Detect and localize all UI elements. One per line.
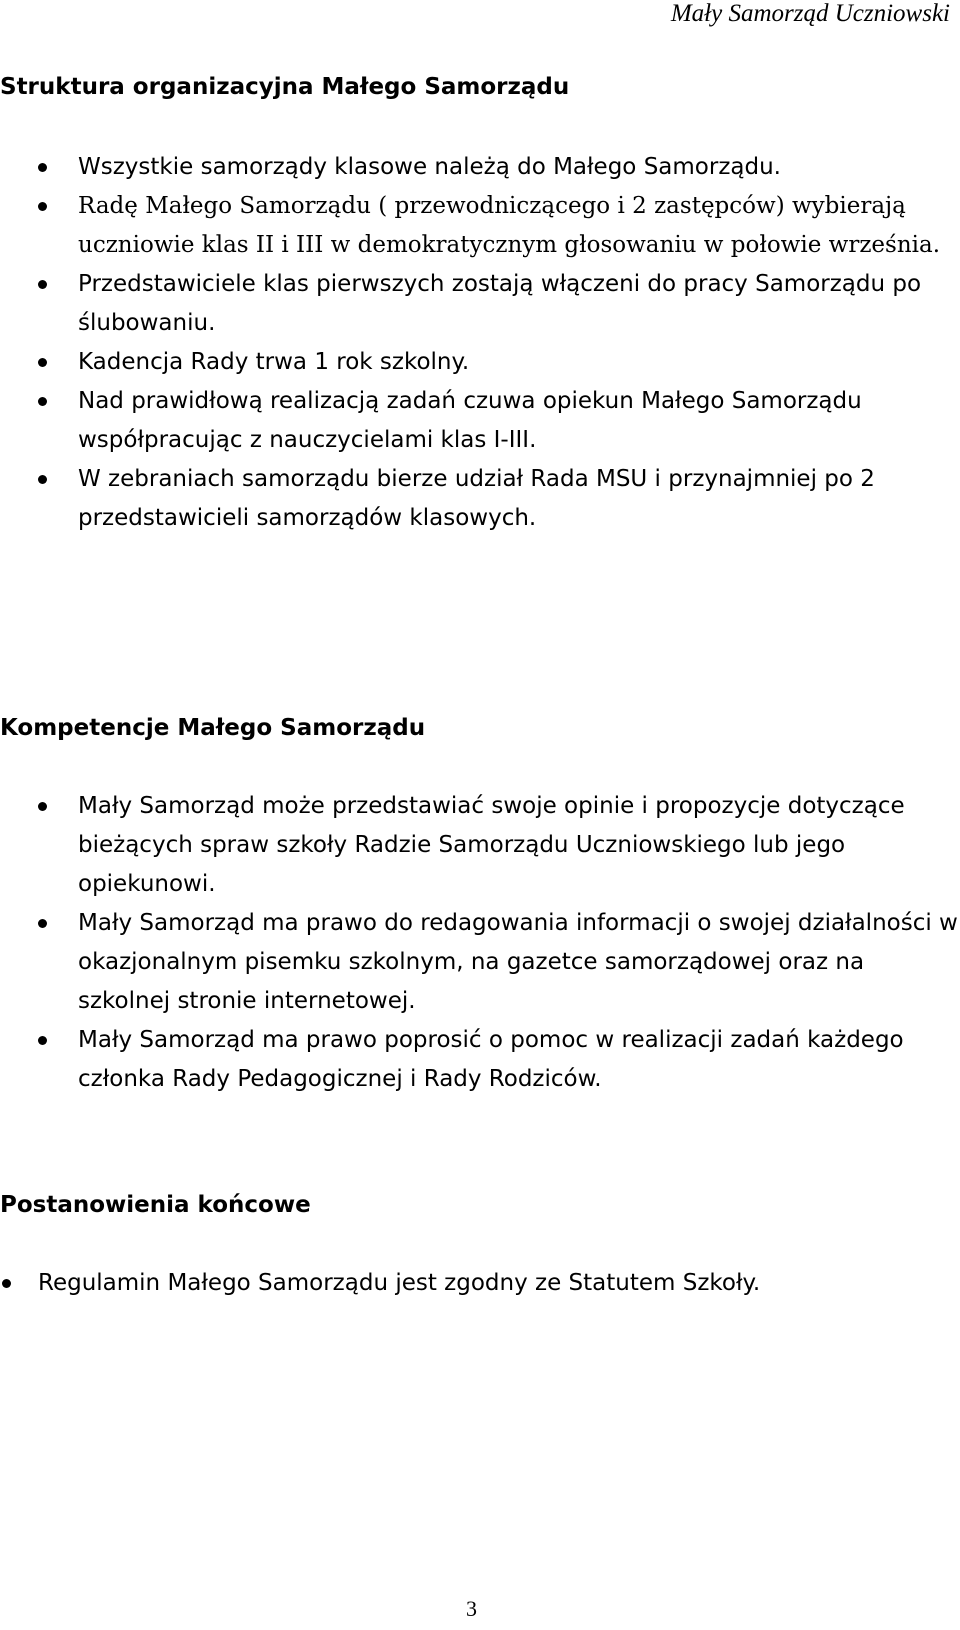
list-item-text: Mały Samorząd może przedstawiać swoje opinie i propozycje dotyczące bieżących spraw szkoły Radzie Samorządu Uczniowskiego lub jego opiekunowi. (78, 793, 905, 897)
list-item (0, 1264, 958, 1303)
list-item-text: Mały Samorząd ma prawo poprosić o pomoc w realizacji zadań każdego członka Rady Pedagogicznej i Rady Rodziców. (78, 1027, 904, 1092)
final-provisions-bullet-list (0, 1264, 958, 1303)
list-item-text: W zebraniach samorządu bierze udział Rada MSU i przynajmniej po 2 przedstawicieli samorządów klasowych. (78, 466, 875, 531)
list-item-text: Wszystkie samorządy klasowe należą do Małego Samorządu. (78, 154, 781, 180)
running-header: Mały Samorząd Uczniowski (670, 0, 950, 27)
list-item (0, 382, 958, 460)
list-item (0, 787, 958, 904)
list-item (0, 343, 958, 382)
list-item (0, 187, 958, 265)
list-item-text: Radę Małego Samorządu ( przewodniczącego i 2 zastępców) wybierają uczniowie klas II i III w demokratycznym głosowaniu w połowie września. (78, 193, 941, 258)
list-item-text: Kadencja Rady trwa 1 rok szkolny. (78, 349, 470, 375)
list-item-text: Mały Samorząd ma prawo do redagowania informacji o swojej działalności w okazjonalnym pisemku szkolnym, na gazetce samorządowej oraz na szkolnej stronie internetowej. (78, 910, 958, 1014)
list-item (0, 265, 958, 343)
list-item (0, 460, 958, 538)
structure-bullet-list (0, 148, 958, 538)
list-item-text: Przedstawiciele klas pierwszych zostają włączeni do pracy Samorządu po ślubowaniu. (78, 271, 922, 336)
list-item-text: Regulamin Małego Samorządu jest zgodny ze Statutem Szkoły. (38, 1270, 761, 1296)
competences-bullet-list (0, 787, 958, 1099)
list-item (0, 904, 958, 1021)
section-heading-struktura: Struktura organizacyjna Małego Samorządu (0, 74, 570, 100)
list-item (0, 1021, 958, 1099)
section-heading-kompetencje: Kompetencje Małego Samorządu (0, 715, 426, 741)
page-number: 3 (466, 1596, 477, 1621)
list-item (0, 148, 958, 187)
section-heading-postanowienia: Postanowienia końcowe (0, 1192, 311, 1218)
list-item-text: Nad prawidłową realizacją zadań czuwa opiekun Małego Samorządu współpracując z nauczycielami klas I-III. (78, 388, 862, 453)
